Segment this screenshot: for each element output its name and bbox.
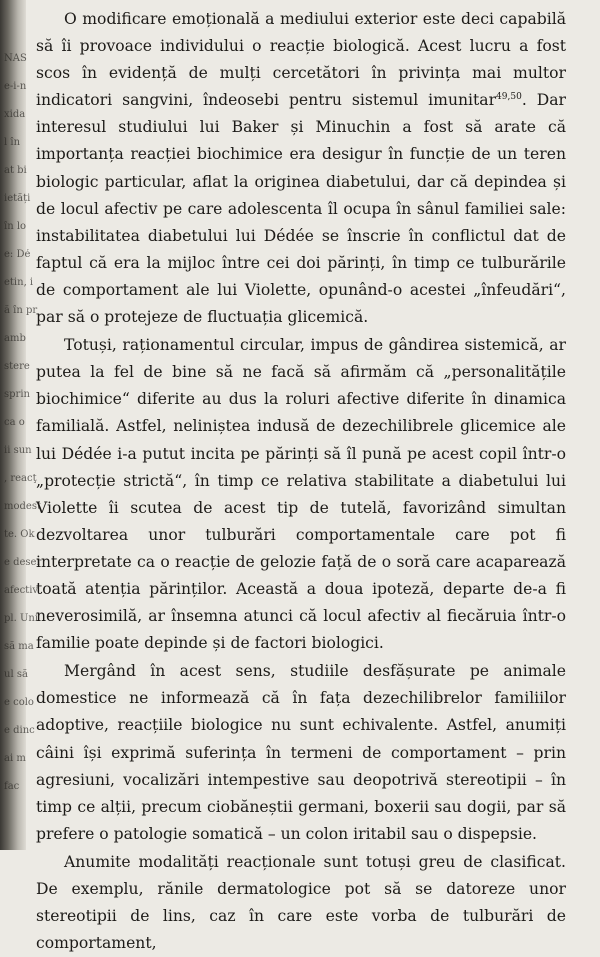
gutter-fragment: ietăți <box>4 193 31 204</box>
gutter-fragment: afectiv <box>4 585 39 596</box>
gutter-fragment: ul să <box>4 669 28 680</box>
gutter-fragment: stere <box>4 361 30 372</box>
gutter-fragment: ca o <box>4 417 25 428</box>
gutter-fragment: , reacţ <box>4 473 37 484</box>
gutter-fragment: în lo <box>4 221 27 232</box>
gutter-fragment: xida <box>4 109 26 120</box>
gutter-fragment: pl. Uni <box>4 613 39 624</box>
paragraph-text: Mergând în acest sens, studiile desfășurate pe animale domestice ne informează că în fața dezechilibrelor familiilor adoptive, reacțiile biologice nu sunt echivalente. Astfel, anumiți câini își exprimă suferința în termeni de comportament – prin agresiuni, vocalizări intempestive sau deopotrivă stereotipii – în timp ce alții, precum ciobăneștii germani, boxerii sau dogii, par să prefere o patologie somatică – un colon iritabil sau o dispepsie. <box>36 662 566 843</box>
gutter-fragment: te. Ok <box>4 529 35 540</box>
gutter-fragment: modest <box>4 501 41 512</box>
footnote-reference: 49,50 <box>496 92 522 103</box>
gutter-fragment: ă în pr <box>4 305 38 316</box>
gutter-fragment: sprin <box>4 389 30 400</box>
gutter-fragment: e-i-n <box>4 81 27 92</box>
paragraph <box>36 849 566 957</box>
gutter-fragment: l în <box>4 137 21 148</box>
gutter-fragment: e dinc <box>4 725 35 736</box>
gutter-fragment: amb <box>4 333 26 344</box>
gutter-fragment: ai m <box>4 753 26 764</box>
gutter-fragment: etin, i <box>4 277 34 288</box>
gutter-fragment: NAS <box>4 53 27 64</box>
gutter-fragment: să ma <box>4 641 34 652</box>
gutter-fragment: fac <box>4 781 20 792</box>
paragraph-text: . Dar interesul studiului lui Baker și Minuchin a fost să arate că importanța reacției biochimice era desigur în funcție de un teren biologic particular, aflat la originea diabetului, dar că depindea și de locul afectiv pe care adolescenta îl ocupa în sânul familiei sale: instabilitatea diabetului lui Dédée se înscrie în conflictul dat de faptul că era la mijloc între cei doi părinți, în timp ce tulburările de comportament ale lui Violette, opunând-o acestei „înfeudări“, par să o protejeze de fluctuația glicemică. <box>36 91 566 327</box>
gutter-fragment: e: Dé <box>4 249 31 260</box>
paragraph-text: Totuși, raționamentul circular, impus de gândirea sistemică, ar putea la fel de bine să ne facă să afirmăm că „personalitățile biochimice“ diferite au dus la roluri afective diferite în dinamica familială. Astfel, neliniștea indusă de dezechilibrele glicemice ale lui Dédée i-a putut incita pe părinți să îl pună pe acest copil într-o „protecție strictă“, în timp ce relativa stabilitate a diabetului lui Violette îi scutea de acest tip de tutelă, favorizând simultan dezvoltarea unor tulburări comportamentale care pot fi interpretate ca o reacție de gelozie față de o soră care acaparează toată atenția părinților. Această a doua ipoteză, departe de-a fi neverosimilă, ar însemna atunci că locul afectiv al fiecăruia într-o familie poate depinde și de factori biologici. <box>36 336 566 653</box>
book-gutter <box>0 0 42 850</box>
gutter-fragment: e colo <box>4 697 34 708</box>
paragraph-text: Anumite modalități reacționale sunt totuși greu de clasificat. De exemplu, rănile dermatologice pot să se datoreze unor stereotipii de lins, caz în care este vorba de tulburări de comportament, <box>36 852 566 953</box>
gutter-fragment: e deser <box>4 557 42 568</box>
gutter-fragment: at bi <box>4 165 27 176</box>
page-body <box>36 6 566 957</box>
paragraph <box>36 332 566 657</box>
paragraph <box>36 6 566 331</box>
gutter-fragment: ii sun <box>4 445 32 456</box>
paragraph <box>36 658 566 848</box>
paragraph-text: O modificare emoțională a mediului exterior este deci capabilă să îi provoace individului o reacție biologică. Acest lucru a fost scos în evidență de mulți cercetători în privința mai multor indicatori sangvini, îndeosebi pentru sistemul imunitar <box>36 10 566 110</box>
